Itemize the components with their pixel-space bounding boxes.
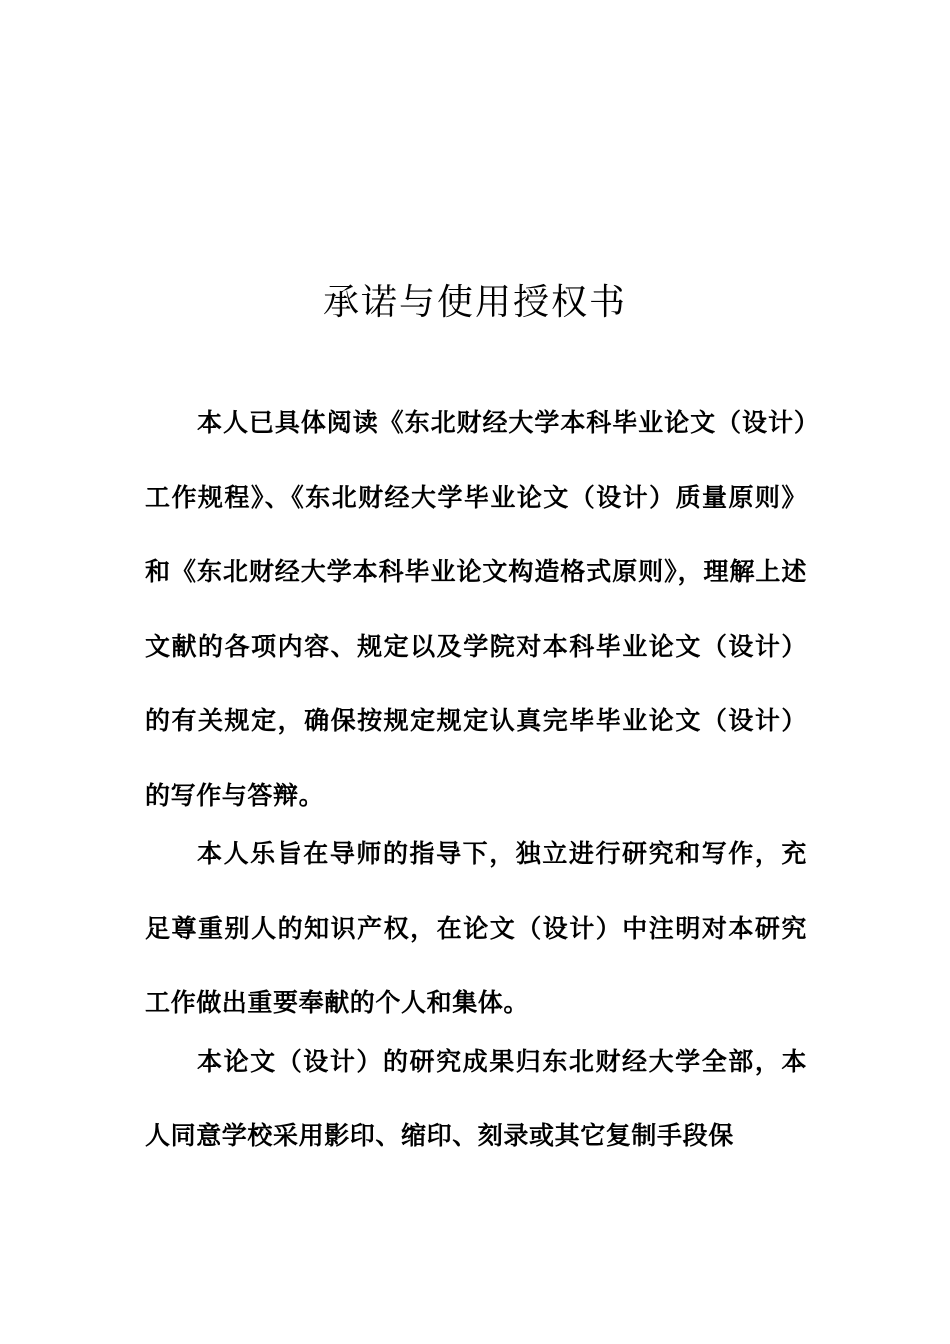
paragraph-commitment: 本人已具体阅读《东北财经大学本科毕业论文（设计）工作规程》、《东北财经大学毕业论文（设计）质量原则》和《东北财经大学本科毕业论文构造格式原则》，理解上述文献的各项内容、规定以及学院对本科毕业论文（设计）的有关规定，确保按规定规定认真完毕毕业论文（设计）的写作与答辩。 (145, 408, 807, 810)
paragraph-independent-research: 本人乐旨在导师的指导下，独立进行研究和写作，充足尊重别人的知识产权，在论文（设计）中注明对本研究工作做出重要奉献的个人和集体。 (145, 839, 807, 1017)
document-title: 承诺与使用授权书 (322, 282, 627, 324)
document-body (145, 386, 807, 1174)
paragraph-authorization: 本论文（设计）的研究成果归东北财经大学全部，本人同意学校采用影印、缩印、刻录或其它复制手段保 (145, 1046, 807, 1150)
